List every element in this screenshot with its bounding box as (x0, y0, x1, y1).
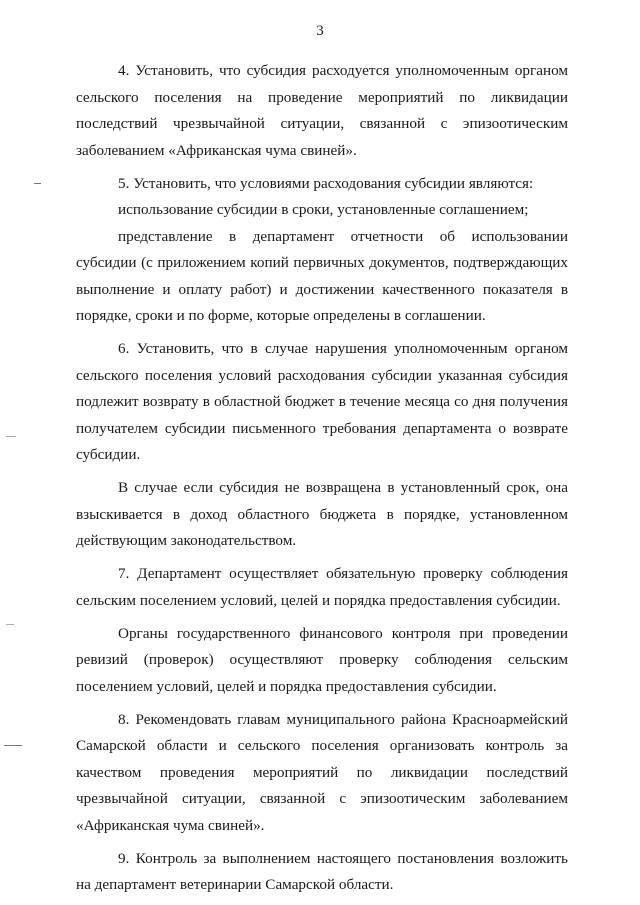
document-body (76, 58, 568, 905)
paragraph-4: 4. Установить, что субсидия расходуется уполномоченным органом сельского поселения на проведение мероприятий по ликвидации последствий чрезвычайной ситуации, связанной с эпизоотическим заболеванием «Африканская чума свиней». (76, 62, 568, 159)
scan-mark (6, 436, 16, 437)
paragraph-7: 7. Департамент осуществляет обязательную проверку соблюдения сельским поселением условий, целей и порядка предоставления субсидии. (76, 565, 568, 609)
scan-mark (6, 624, 14, 625)
scan-mark (4, 745, 22, 746)
paragraph-9: 9. Контроль за выполнением настоящего постановления возложить на департамент ветеринарии Самарской области. (76, 849, 568, 893)
paragraph-5-condition-2: представление в департамент отчетности об использовании субсидии (с приложением копий первичных документов, подтверждающих выполнение и оплату работ) и достижении качественного показателя в порядке, сроки и по форме, которые определены в соглашении. (76, 227, 568, 324)
paragraph-5-condition-1: использование субсидии в сроки, установленные соглашением; (118, 201, 529, 218)
paragraph-6-return: В случае если субсидия не возвращена в установленный срок, она взыскивается в доход областного бюджета в порядке, установленном действующим законодательством. (76, 479, 568, 549)
paragraph-6: 6. Установить, что в случае нарушения уполномоченным органом сельского поселения условий расходования субсидии указанная субсидия подлежит возврату в областной бюджет в течение месяца со дня получения получателем субсидии письменного требования департамента о возврате субсидии. (76, 340, 568, 463)
page-number: 3 (316, 23, 324, 39)
paragraph-8: 8. Рекомендовать главам муниципального района Красноармейский Самарской области и сельского поселения организовать контроль за качеством проведения мероприятий по ликвидации последствий чрезвычайной ситуации, связанной с эпизоотическим заболеванием «Африканская чума свиней». (76, 710, 568, 834)
paragraph-5: 5. Установить, что условиями расходования субсидии являются: (118, 174, 534, 192)
scan-mark (34, 183, 41, 184)
paragraph-7-control: Органы государственного финансового контроля при проведении ревизий (проверок) осуществляют проверку соблюдения сельским поселением условий, целей и порядка предоставления субсидии. (76, 624, 568, 695)
